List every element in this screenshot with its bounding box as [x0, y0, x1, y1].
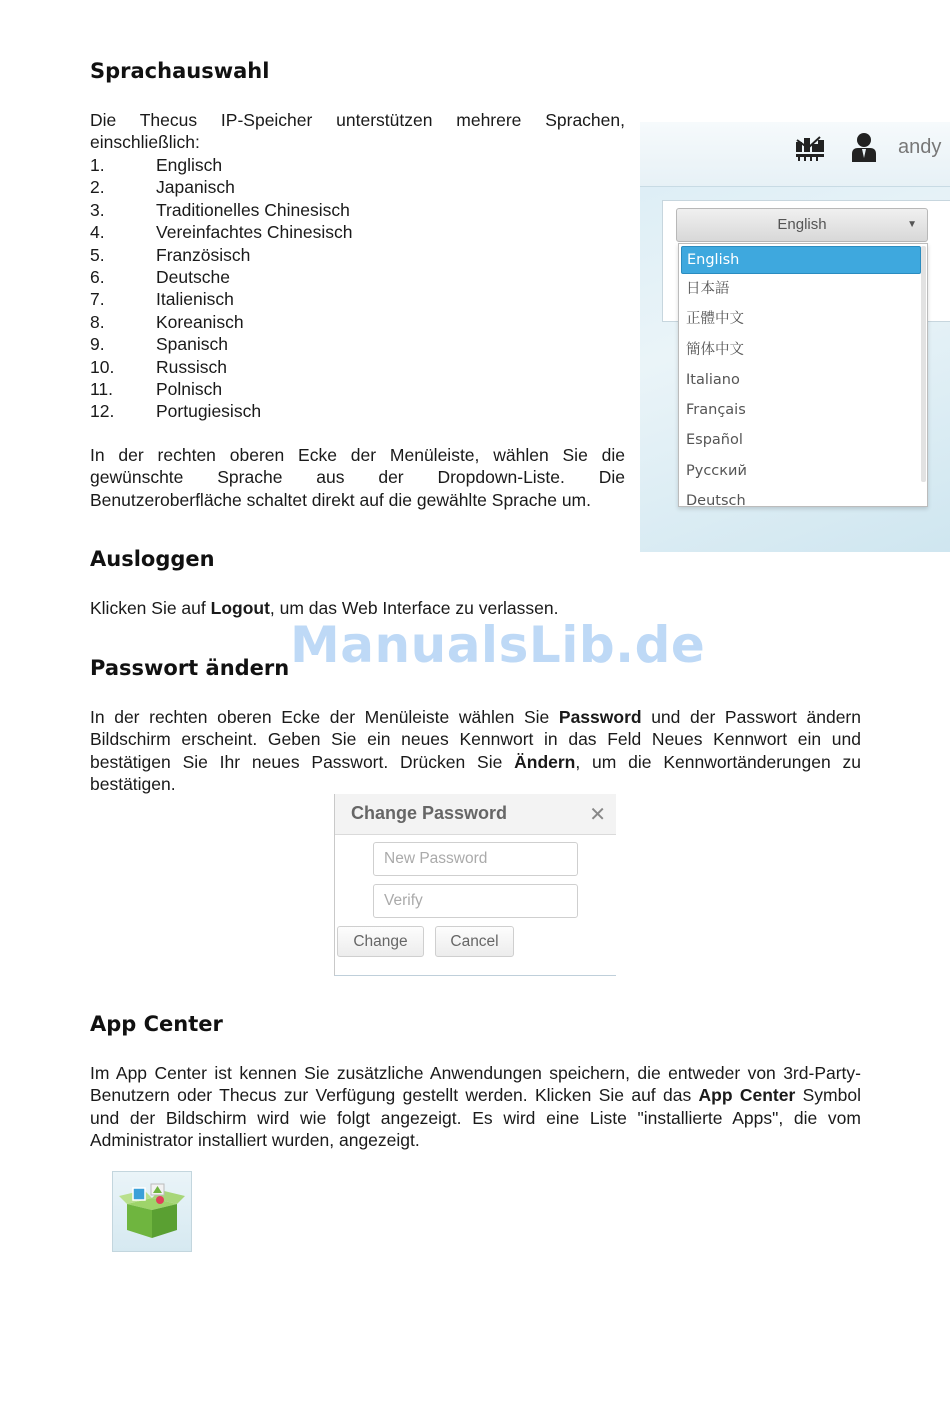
language-list-item [90, 311, 353, 333]
change-button[interactable]: Change [337, 926, 424, 957]
language-list-item [90, 333, 353, 355]
list-label: Französisch [156, 244, 251, 265]
heading-sprachauswahl: Sprachauswahl [90, 59, 270, 83]
list-label: Portugiesisch [156, 401, 262, 422]
network-icon[interactable] [794, 134, 826, 167]
list-label: Koreanisch [156, 311, 244, 332]
logout-keyword: Logout [210, 598, 270, 618]
language-option[interactable]: Русский [686, 462, 747, 479]
password-text-2: und der Passwort ändern Bildschirm erscheint. Geben Sie ein neues Kennwort in das Feld Neues Kennwort ein und bestätigen Sie Ihr neues Passwort. Drücken Sie [90, 707, 861, 772]
options-scrollbar[interactable] [921, 246, 926, 482]
language-select[interactable] [676, 208, 928, 242]
dialog-header [335, 794, 616, 835]
change-password-dialog [334, 794, 616, 976]
list-number: 12. [90, 401, 115, 422]
list-label: Deutsche [156, 267, 230, 288]
top-menubar [640, 122, 950, 187]
app-center-box-icon [113, 1172, 191, 1251]
username-label[interactable]: andy [898, 136, 942, 158]
list-number: 3. [90, 199, 105, 220]
list-number: 7. [90, 289, 105, 310]
heading-passwort-aendern: Passwort ändern [90, 656, 290, 680]
close-icon[interactable]: ✕ [589, 804, 606, 826]
cancel-button[interactable]: Cancel [435, 926, 514, 957]
language-dropdown-screenshot [640, 122, 950, 552]
list-number: 5. [90, 244, 105, 265]
language-option[interactable]: 簡体中文 [686, 341, 744, 358]
language-list-item [90, 266, 353, 288]
language-list-item [90, 199, 353, 221]
heading-ausloggen: Ausloggen [90, 547, 215, 571]
dialog-title: Change Password [351, 803, 508, 823]
language-option[interactable]: English [681, 246, 921, 274]
app-center-text-2: Symbol und der Bildschirm wird wie folgt angezeigt. Es wird eine Liste "installierte Apps", die vom Administrator installiert wurden, angezeigt. [90, 1085, 861, 1151]
app-center-text [90, 1062, 861, 1152]
language-options [678, 243, 928, 507]
language-option[interactable]: 日本語 [686, 281, 730, 297]
change-keyword: Ändern [514, 751, 576, 772]
language-option[interactable]: 正體中文 [686, 311, 744, 328]
list-label: Polnisch [156, 379, 223, 400]
list-label: Italienisch [156, 289, 234, 310]
language-option[interactable]: Français [686, 402, 746, 419]
list-number: 4. [90, 222, 105, 243]
language-intro: Die Thecus IP-Speicher unterstützen mehrere Sprachen, einschließlich: [90, 110, 625, 153]
verify-password-input[interactable] [373, 884, 578, 918]
language-select-value: English [777, 216, 827, 233]
language-option[interactable]: Italiano [686, 371, 740, 388]
caret-down-icon: ▼ [907, 219, 917, 230]
list-label: Russisch [156, 356, 227, 377]
logout-text-end: , um das Web Interface zu verlassen. [269, 598, 559, 618]
list-label: Traditionelles Chinesisch [156, 199, 350, 220]
language-option[interactable]: Español [686, 432, 743, 449]
user-icon[interactable] [850, 132, 878, 167]
list-number: 10. [90, 356, 115, 377]
list-label: Vereinfachtes Chinesisch [156, 222, 353, 243]
heading-app-center: App Center [90, 1012, 223, 1036]
password-text-1: In der rechten oberen Ecke der Menüleiste wählen Sie [90, 707, 559, 727]
language-list [90, 154, 353, 423]
app-center-keyword: App Center [698, 1085, 796, 1106]
language-list-item [90, 356, 353, 378]
language-list-item [90, 378, 353, 400]
list-label: Englisch [156, 155, 223, 175]
logout-text-start: Klicken Sie auf [90, 598, 211, 618]
new-password-input[interactable] [373, 842, 578, 876]
list-label: Spanisch [156, 334, 228, 355]
list-number: 8. [90, 311, 105, 332]
language-list-item [90, 400, 353, 422]
watermark: ManualsLib.de [290, 616, 706, 674]
list-number: 2. [90, 177, 105, 198]
list-number: 6. [90, 267, 105, 288]
list-number: 11. [90, 379, 114, 400]
app-center-text-1: Im App Center ist kennen Sie zusätzliche Anwendungen speichern, die entweder von 3rd-Party-Benutzern oder Thecus zur Verfügung gestellt werden. Klicken Sie auf das [90, 1063, 861, 1106]
language-option[interactable]: Deutsch [686, 493, 746, 507]
language-list-item [90, 221, 353, 243]
list-number: 9. [90, 334, 105, 355]
language-note: In der rechten oberen Ecke der Menüleiste, wählen Sie die gewünschte Sprache aus der Dropdown-Liste. Die Benutzeroberfläche schaltet direkt auf die gewählte Sprache um. [90, 445, 625, 510]
password-text-3: , um die Kennwortänderungen zu bestätigen. [90, 751, 861, 795]
language-list-item [90, 154, 353, 176]
list-label: Japanisch [156, 177, 235, 198]
password-text [90, 706, 861, 796]
language-list-item [90, 244, 353, 266]
password-keyword: Password [558, 707, 642, 727]
app-center-icon-tile[interactable] [112, 1171, 192, 1252]
language-list-item [90, 176, 353, 198]
list-number: 1. [90, 155, 105, 175]
language-list-item [90, 288, 353, 310]
